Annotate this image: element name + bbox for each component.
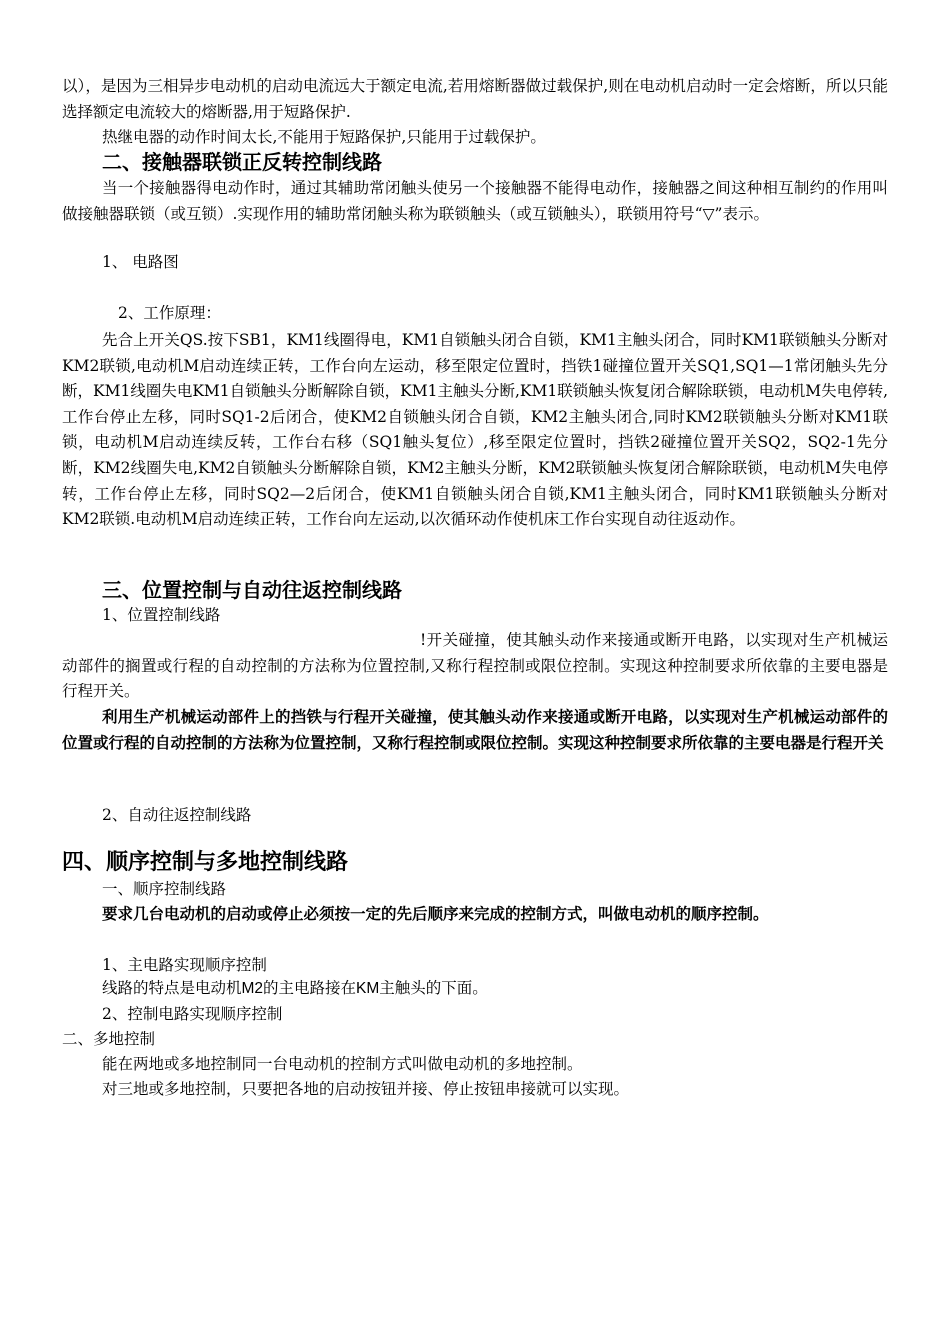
subheading-multi-location-control: 二、多地控制 <box>62 1030 156 1048</box>
subheading-sequence-control: 一、顺序控制线路 <box>102 880 227 898</box>
paragraph-multi-location-definition: 能在两地或多地控制同一台电动机的控制方式叫做电动机的多地控制。 <box>102 1055 583 1073</box>
paragraph-interlock-definition: 当一个接触器得电动作时，通过其辅助常闭触头使另一个接触器不能得电动作，接触器之间这种相互制约的作用叫做接触器联锁（或互锁）.实现作用的辅助常闭触头称为联锁触头（或互锁触头），联锁用符号“▽”表示。 <box>62 179 888 223</box>
paragraph-sequence-definition: 要求几台电动机的启动或停止必须按一定的先后顺序来完成的控制方式，叫做电动机的顺序控制。 <box>102 905 769 923</box>
item-control-circuit-sequence: 2、控制电路实现顺序控制 <box>102 1005 283 1023</box>
item-auto-reciprocating-circuit: 2、自动往返控制线路 <box>102 806 252 824</box>
item-position-control-circuit: 1、位置控制线路 <box>102 606 221 624</box>
heading-position-control: 三、位置控制与自动往返控制线路 <box>102 578 402 602</box>
paragraph-multi-location-method: 对三地或多地控制，只要把各地的启动按钮并接、停止按钮串接就可以实现。 <box>102 1080 630 1098</box>
item-working-principle: 2、工作原理： <box>118 304 221 322</box>
paragraph-working-principle: 先合上开关QS.按下SB1，KM1线圈得电，KM1自锁触头闭合自锁，KM1主触头闭合，同时KM1联锁触头分断对KM2联锁,电动机M启动连续正转，工作台向左运动，移至限定位置时，挡铁1碰撞位置开关SQ1,SQ1—1常闭触头先分断，KM1线圈失电KM1自锁触头分断解除自锁，KM1主触头分断,KM1联锁触头恢复闭合解除联锁，电动机M失电停转,工作台停止左移，同时SQ1-2后闭合，使KM2自锁触头闭合自锁，KM2主触头闭合,同时KM2联锁触头分断对KM1联锁，电动机M启动连续反转，工作台右移（SQ1触头复位）,移至限定位置时，挡铁2碰撞位置开关SQ2，SQ2-1先分断，KM2线圈失电,KM2自锁触头分断解除自锁，KM2主触头分断，KM2联锁触头恢复闭合解除联锁，电动机M失电停转，工作台停止左移，同时SQ2—2后闭合，使KM1自锁触头闭合自锁,KM1主触头闭合，同时KM1联锁触头分断对KM2联锁.电动机M启动连续正转，工作台向左运动,以次循环动作使机床工作台实现自动往返动作。 <box>62 331 888 529</box>
heading-sequence-multi-location: 四、顺序控制与多地控制线路 <box>62 850 349 875</box>
item-circuit-diagram: 1、 电路图 <box>102 253 179 271</box>
paragraph-position-control-fragment: !开关碰撞，使其触头动作来接通或断开电路，以实现对生产机械运动部件的搁置或行程的自动控制的方法称为位置控制,又称行程控制或限位控制。实现这种控制要求所依靠的主要电器是行程开关。 <box>62 631 888 701</box>
item-main-circuit-sequence: 1、主电路实现顺序控制 <box>102 956 267 974</box>
paragraph-position-control-definition: 利用生产机械运动部件上的挡铁与行程开关碰撞，使其触头动作来接通或断开电路，以实现对生产机械运动部件的位置或行程的自动控制的方法称为位置控制，又称行程控制或限位控制。实现这种控制要求所依靠的主要电器是行程开关 <box>62 708 888 752</box>
paragraph-main-circuit-feature: 线路的特点是电动机M2的主电路接在KM主触头的下面。 <box>102 980 488 997</box>
paragraph-thermal-relay: 热继电器的动作时间太长,不能用于短路保护,只能用于过载保护。 <box>102 128 546 146</box>
paragraph-fuse-reason: 以），是因为三相异步电动机的启动电流远大于额定电流,若用熔断器做过载保护,则在电动机启动时一定会熔断，所以只能选择额定电流较大的熔断器,用于短路保护. <box>62 77 888 121</box>
heading-contactor-interlock: 二、接触器联锁正反转控制线路 <box>102 150 382 174</box>
